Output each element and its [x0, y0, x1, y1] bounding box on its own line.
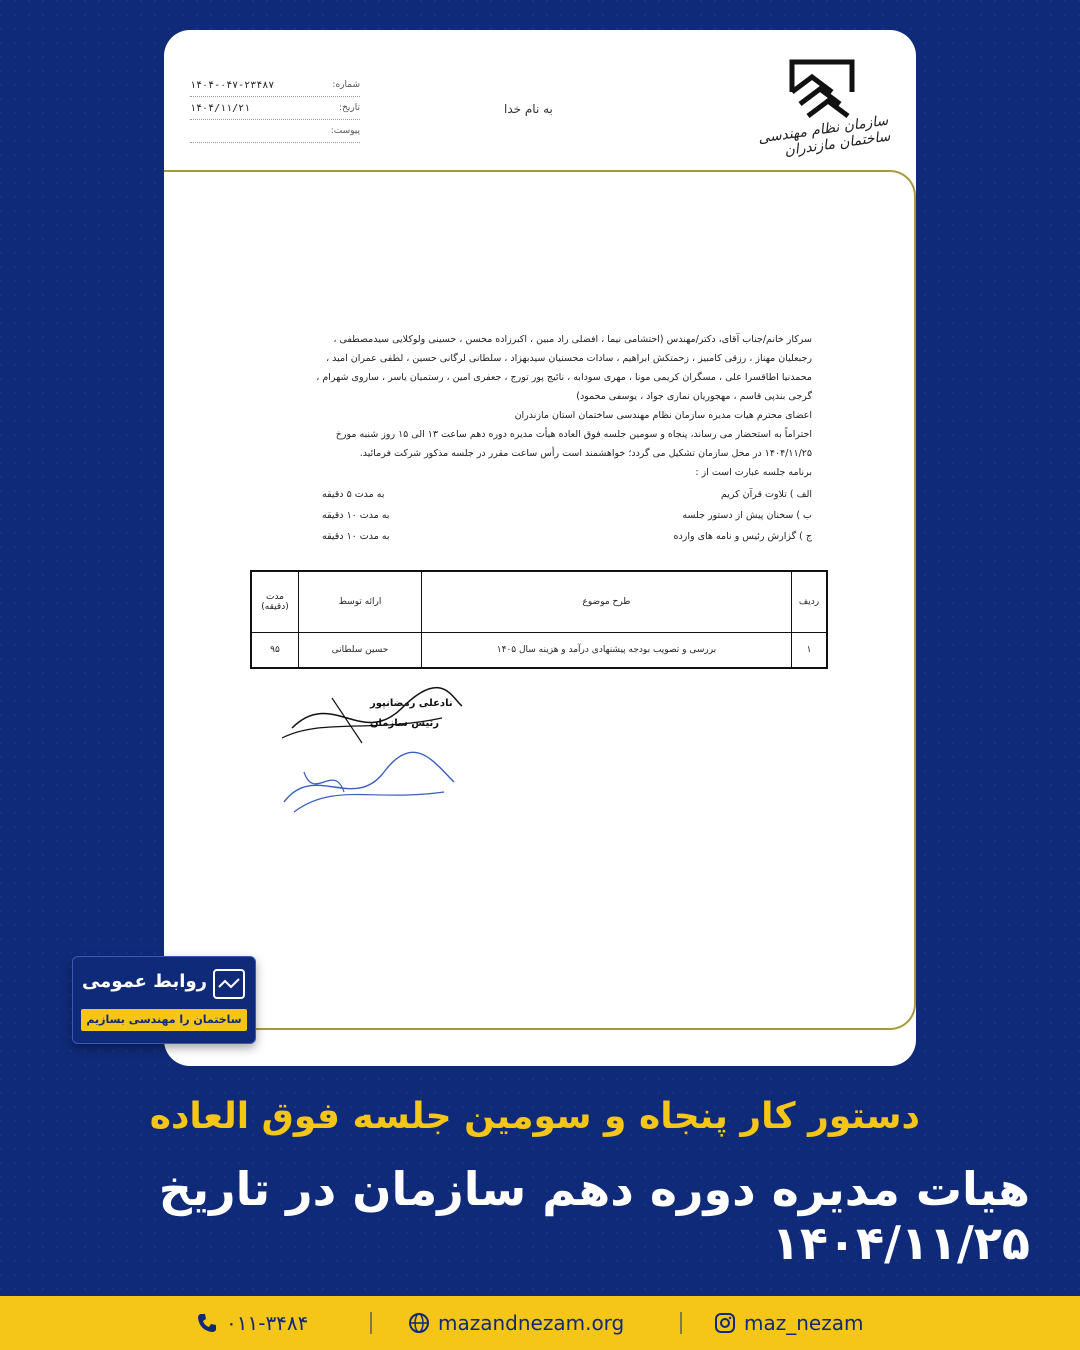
body-line: محمدنیا اطاقسرا علی ، مسگران کریمی مونا ، مهری سودابه ، نائیج پور تورج ، جعفری امین ، رستمیان یاسر ، ساروی شهرام ،	[316, 372, 812, 383]
bismillah: به نام خدا	[504, 102, 553, 116]
stamp-icon	[274, 742, 464, 822]
handshake-icon	[213, 969, 245, 999]
number-value: ۱۴۰۴-۰۴۷-۲۳۴۸۷	[190, 79, 275, 91]
table-cell: حسین سلطانی	[299, 633, 422, 669]
date-value: ۱۴۰۴/۱۱/۲۱	[190, 102, 251, 114]
table-cell: ۱	[792, 633, 828, 669]
agenda-item: ج ) گزارش رئیس و نامه های وارده به مدت ۱۰ دقیقه	[322, 531, 812, 542]
letter-sheet	[164, 30, 916, 1066]
table-header: ردیف	[792, 571, 828, 633]
footer-bar	[0, 1296, 1080, 1350]
body-line: ۱۴۰۴/۱۱/۲۵ در محل سازمان تشکیل می گردد؛ خواهشمند است رأس ساعت مقرر در جلسه مذکور شرکت فرمائید.	[359, 448, 812, 459]
headline-line1: دستور کار پنجاه و سومین جلسه فوق العاده	[149, 1096, 920, 1137]
agenda-item: الف ) تلاوت قرآن کریم به مدت ۵ دقیقه	[322, 489, 812, 500]
date-label: تاریخ:	[339, 103, 360, 113]
badge-subtitle: ساختمان را مهندسی بسازیم	[81, 1009, 247, 1031]
body-line: اعضای محترم هیات مدیره سازمان نظام مهندسی ساختمان استان مازندران	[514, 410, 812, 421]
agenda-item: ب ) سخنان پیش از دستور جلسه به مدت ۱۰ دقیقه	[322, 510, 812, 521]
table-cell: ۹۵	[251, 633, 299, 669]
phone-number: ۰۱۱-۳۴۸۴	[226, 1311, 309, 1335]
footer-website[interactable]	[408, 1296, 624, 1350]
signer-title: رئیس سازمان	[370, 718, 440, 729]
badge-title: روابط عمومی	[81, 971, 207, 992]
table-header: ارائه توسط	[299, 571, 422, 633]
signature-scribble	[272, 678, 472, 748]
table-header-row	[251, 571, 827, 633]
logo-icon	[782, 52, 862, 122]
table-header: طرح موضوع	[422, 571, 792, 633]
body-line: برنامه جلسه عبارت است از :	[695, 467, 812, 478]
footer-instagram[interactable]	[714, 1296, 863, 1350]
number-label: شماره:	[332, 80, 360, 90]
body-line: گرجی بندپی قاسم ، مهجوریان نماری جواد ، یوسفی محمود)	[576, 391, 812, 402]
instagram-handle: maz_nezam	[744, 1311, 864, 1335]
body-line: رجبعلیان مهناز ، رزقی کامبیز ، زحمتکش ابراهیم ، سادات محسنیان سیدبهزاد ، سلطانی لرگانی حسین ، لطفی عمران امید ،	[326, 353, 812, 364]
attach-label: پیوست:	[330, 126, 360, 136]
headline-line2: هیات مدیره دوره دهم سازمان در تاریخ ۱۴۰۴/۱۱/۲۵	[158, 1162, 1030, 1270]
letter-meta	[190, 74, 360, 143]
footer-divider	[680, 1312, 682, 1334]
instagram-icon	[714, 1312, 736, 1334]
agenda-list	[312, 489, 812, 552]
agenda-table	[250, 570, 828, 669]
letter-body	[264, 330, 812, 482]
website-url: mazandnezam.org	[438, 1311, 625, 1335]
footer-divider	[370, 1312, 372, 1334]
table-header: مدت (دقیقه)	[251, 571, 299, 633]
body-line: احتراماً به استحضار می رساند، پنجاه و سومین جلسه فوق العاده هیأت مدیره دوره دهم ساعت ۱۳ الی ۱۵ روز شنبه مورخ	[335, 429, 812, 440]
public-relations-badge	[72, 956, 256, 1044]
table-row	[251, 633, 827, 669]
signer-name: نادعلی رمضانپور	[370, 698, 453, 709]
footer-phone[interactable]	[196, 1296, 308, 1350]
globe-icon	[408, 1312, 430, 1334]
phone-icon	[196, 1312, 218, 1334]
body-line: سرکار خانم/جناب آقای، دکتر/مهندس (احتشامی نیما ، افضلی راد مبین ، اکبرزاده محسن ، حسینی ولوکلایی سیدمصطفی ،	[333, 334, 812, 345]
org-name: سازمان نظام مهندسی ساختمان مازندران	[757, 112, 892, 160]
table-cell: بررسی و تصویب بودجه پیشنهادی درآمد و هزینه سال ۱۴۰۵	[422, 633, 792, 669]
